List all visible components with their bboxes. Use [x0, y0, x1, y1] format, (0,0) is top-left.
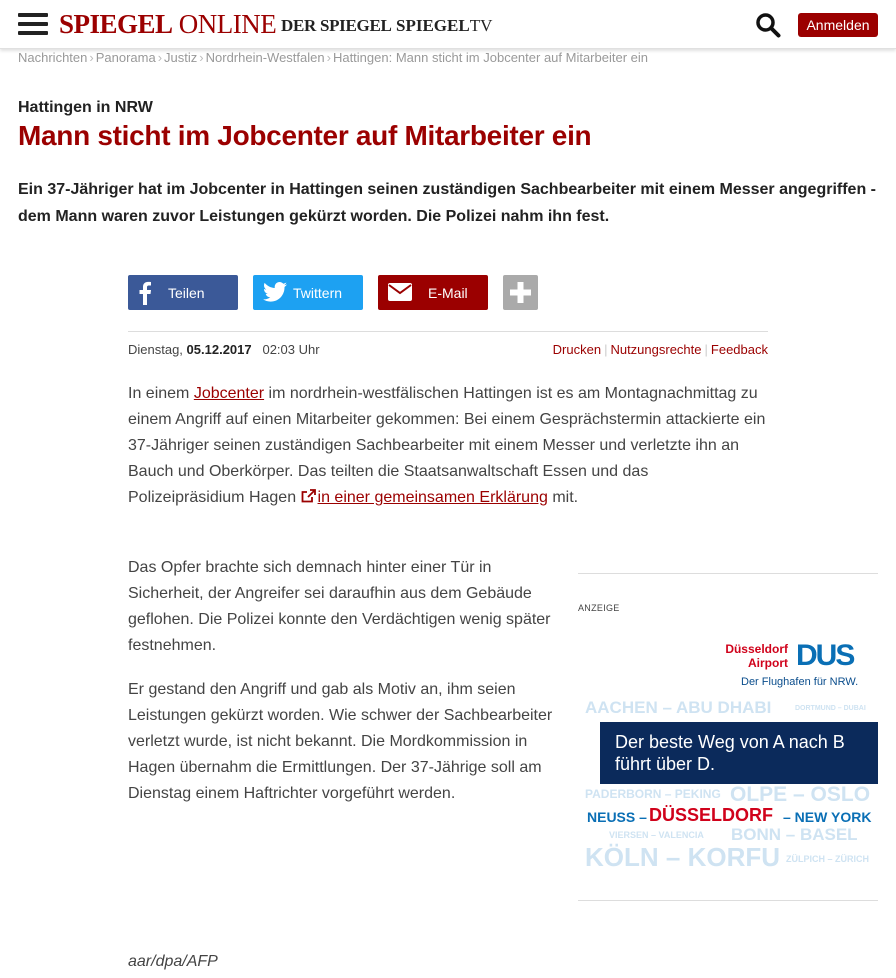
date-time: 02:03 Uhr [262, 342, 320, 357]
print-link[interactable]: Drucken [552, 342, 602, 357]
breadcrumb: Nachrichten › Panorama › Justiz › Nordrhein-Westfalen › Hattingen: Mann sticht im Jobcenter auf Mitarbeiter ein [18, 50, 648, 65]
ad-city-line: AACHEN – ABU DHABI [585, 698, 772, 717]
email-share-button[interactable] [378, 275, 488, 310]
article-credit: aar/dpa/AFP [128, 953, 218, 970]
jobcenter-link[interactable]: Jobcenter [193, 385, 265, 402]
ad-city-line: PADERBORN – PEKING [585, 787, 721, 801]
envelope-icon [388, 283, 412, 301]
ad-city-line: KÖLN – KORFU [585, 842, 780, 872]
breadcrumb-item[interactable]: Nachrichten [18, 50, 88, 65]
ad-divider-bottom [578, 900, 878, 901]
ad-city-line: OLPE – OSLO [730, 783, 871, 806]
date-weekday: Dienstag, [128, 342, 183, 357]
login-button[interactable]: Anmelden [798, 13, 878, 37]
spiegel-tv-link[interactable] [396, 16, 492, 36]
breadcrumb-current: Hattingen: Mann sticht im Jobcenter auf Mitarbeiter ein [332, 50, 648, 65]
plus-icon [509, 281, 532, 304]
ad-airport-name: Düsseldorf Airport [725, 642, 788, 670]
article-paragraph-1: In einem Jobcenter im nordrhein-westfälischen Hattingen ist es am Montagnachmittag zu einem Angriff auf einen Mitarbeiter gekommen: Bei einem Gesprächstermin attackierte ein 37-Jähriger seinen zuständigen Sachbearbeiter mit einem Messer und verletzte ihn an Bauch und Oberkörper. Das teilten die Staatsanwaltschaft Essen und das Polizeipräsidium Hagen in einer gemeinsamen Erklärung mit. [128, 385, 766, 506]
article-tools: Drucken | Nutzungsrechte | Feedback [552, 342, 768, 357]
article-date [128, 342, 320, 357]
facebook-share-label: Teilen [168, 285, 205, 301]
external-statement-link[interactable]: in einer gemeinsamen Erklärung [301, 489, 548, 506]
breadcrumb-item[interactable]: Justiz [164, 50, 198, 65]
feedback-link[interactable]: Feedback [710, 342, 768, 357]
article-intro: Ein 37-Jähriger hat im Jobcenter in Hattingen seinen zuständigen Sachbearbeiter mit einem Messer angegriffen - dem Mann waren zuvor Leistungen gekürzt worden. Die Polizei nahm ihn fest. [18, 181, 876, 225]
ad-city-line: DÜSSELDORF [649, 805, 774, 825]
article-paragraph-2: Das Opfer brachte sich demnach hinter einer Tür in Sicherheit, der Angreifer sei daraufhin aus dem Gebäude geflohen. Die Polizei konnte den Verdächtigen wenig später festnehmen. [128, 559, 551, 654]
article-paragraph-3: Er gestand den Angriff und gab als Motiv an, ihm seien Leistungen gekürzt worden. Wie schwer der Sachbearbeiter verletzt wurde, ist nicht bekannt. Die Mordkommission in Hagen übernahm die Ermittlungen. Der 37-Jährige soll am Dienstag einem Haftrichter vorgeführt werden. [128, 681, 553, 802]
breadcrumb-item[interactable]: Nordrhein-Westfalen [205, 50, 325, 65]
ad-slogan: Der beste Weg von A nach B führt über D. [600, 722, 878, 784]
email-share-label: E-Mail [428, 285, 468, 301]
ad-city-line: NEUSS – [587, 809, 647, 825]
logo-bold: SPIEGEL [59, 9, 173, 39]
twitter-share-button[interactable] [253, 275, 363, 310]
ad-city-line: DORTMUND – DUBAI [795, 705, 866, 712]
twitter-icon [263, 282, 287, 302]
article-headline: Mann sticht im Jobcenter auf Mitarbeiter ein [18, 120, 592, 151]
article-kicker: Hattingen in NRW [18, 99, 153, 116]
ad-city-line: VIERSEN – VALENCIA [609, 830, 704, 840]
menu-icon[interactable] [18, 13, 48, 35]
search-icon[interactable] [755, 12, 781, 38]
tv-light: TV [469, 16, 493, 35]
meta-divider [128, 331, 768, 332]
dus-logo: DUS [796, 639, 854, 672]
facebook-share-button[interactable] [128, 275, 238, 310]
usage-rights-link[interactable]: Nutzungsrechte [610, 342, 702, 357]
tv-bold: SPIEGEL [396, 16, 470, 35]
ad-divider-top [578, 573, 878, 574]
advertisement-banner[interactable] [578, 635, 878, 885]
der-spiegel-link[interactable]: DER SPIEGEL [281, 16, 392, 35]
spiegel-online-logo[interactable] [59, 9, 276, 40]
ad-label: ANZEIGE [578, 603, 620, 613]
top-navigation-bar [0, 0, 896, 49]
ad-city-line: ZÜLPICH – ZÜRICH [786, 854, 869, 864]
breadcrumb-item[interactable]: Panorama [95, 50, 156, 65]
date-value: 05.12.2017 [186, 342, 252, 357]
logo-light: ONLINE [178, 9, 277, 39]
facebook-icon [138, 281, 152, 305]
ad-city-line: – NEW YORK [783, 809, 872, 825]
external-link-icon [301, 489, 316, 503]
more-share-button[interactable] [503, 275, 538, 310]
ad-tagline: Der Flughafen für NRW. [741, 676, 859, 688]
ad-city-line: BONN – BASEL [731, 825, 858, 844]
twitter-share-label: Twittern [293, 285, 343, 301]
